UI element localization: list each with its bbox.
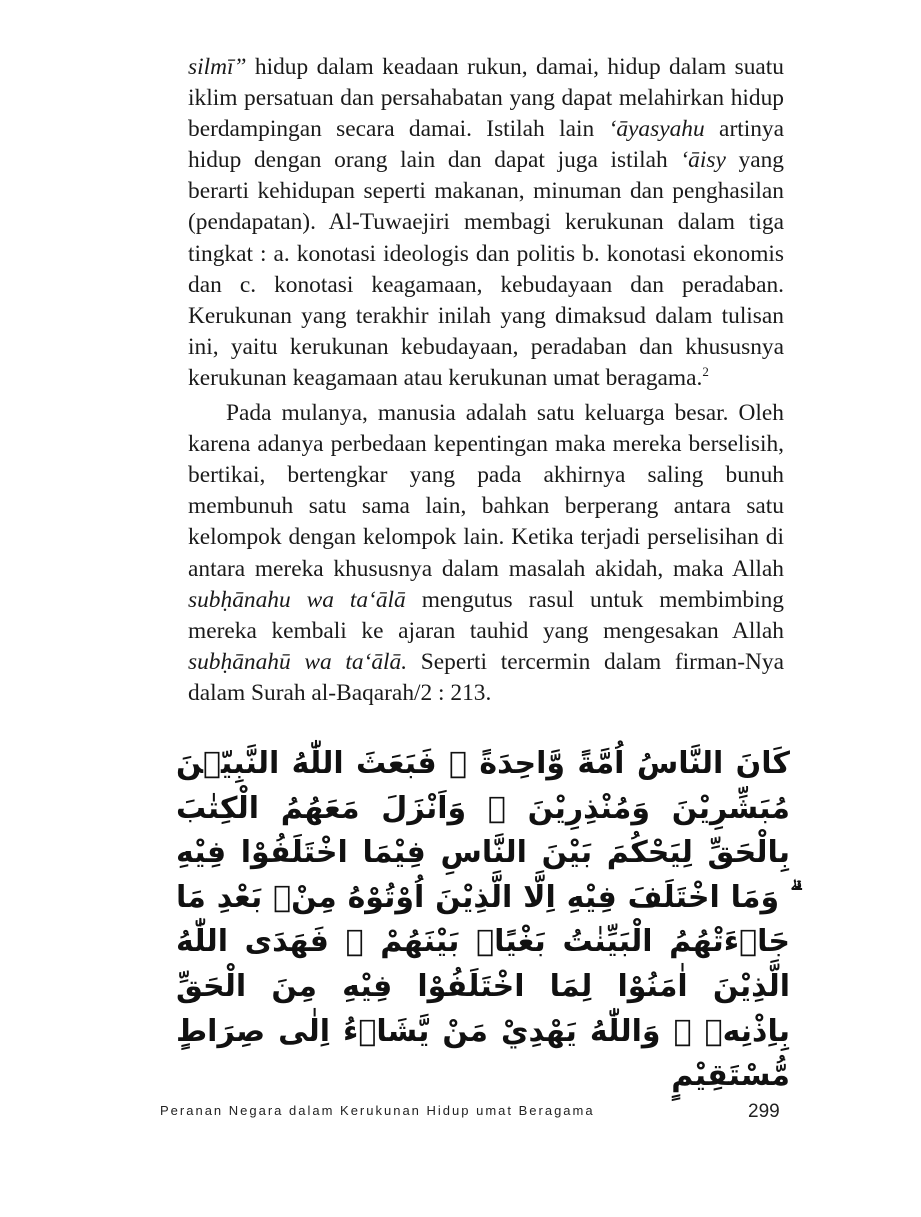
- text-run: yang berarti kehidupan seperti makanan, minuman dan penghasilan (pendapatan). Al-Tuwaejiri membagi kerukunan dalam tiga tingkat : a. konotasi ideologis dan politis b. konotasi ekonomis dan c. konotasi keagamaan, kebudayaan dan peradaban. Kerukunan yang terakhir inilah yang dimaksud dalam tulisan ini, yaitu kerukunan kebudayaan, peradaban dan khususnya kerukunan keagamaan atau kerukunan umat beragama.: [188, 147, 784, 391]
- text-run: Pada mulanya, manusia adalah satu keluarga besar. Oleh karena adanya perbedaan kepentingan maka mereka berselisih, bertikai, bertengkar yang pada akhirnya saling bunuh membunuh satu sama lain, bahkan berperang antara satu kelompok dengan kelompok lain. Ketika terjadi perselisihan di antara mereka khususnya dalam masalah akidah, maka Allah: [188, 400, 784, 582]
- body-text: [188, 52, 784, 709]
- running-footer-title: Peranan Negara dalam Kerukunan Hidup umat Beragama: [160, 1103, 595, 1118]
- footnote-reference[interactable]: 2: [702, 363, 709, 379]
- text-run: artinya hidup dengan orang lain dan dapat juga istilah: [188, 116, 785, 174]
- text-run: hidup dalam keadaan rukun, damai, hidup dalam suatu iklim persatuan dan persahabatan yang dapat melahirkan hidup berdampingan secara damai. Istilah lain: [188, 54, 784, 143]
- italic-term: subḥānahū wa ta‘ālā.: [188, 648, 408, 675]
- italic-term: silmī”: [188, 54, 247, 80]
- italic-term: ‘āisy: [680, 147, 726, 174]
- paragraph-2: [188, 398, 784, 709]
- italic-term: ‘āyasyahu: [608, 116, 705, 143]
- text-run: mengutus rasul untuk membimbing mereka kembali ke ajaran tauhid yang mengesakan Allah: [188, 586, 785, 644]
- text-run: Seperti tercermin dalam firman-Nya dalam Surah al-Baqarah/2 : 213.: [188, 648, 784, 706]
- page-number: 299: [748, 1101, 780, 1122]
- arabic-verse: كَانَ النَّاسُ اُمَّةً وَّاحِدَةً ۗ فَبَعَثَ اللّٰهُ النَّبِيّٖنَ مُبَشِّرِيْنَ وَمُنْذِرِيْنَ ۖ وَاَنْزَلَ مَعَهُمُ الْكِتٰبَ بِالْحَقِّ لِيَحْكُمَ بَيْنَ النَّاسِ فِيْمَا اخْتَلَفُوْا فِيْهِ ۗ وَمَا اخْتَلَفَ فِيْهِ اِلَّا الَّذِيْنَ اُوْتُوْهُ مِنْۢ بَعْدِ مَا جَاۤءَتْهُمُ الْبَيِّنٰتُ بَغْيًاۢ بَيْنَهُمْ ۚ فَهَدَى اللّٰهُ الَّذِيْنَ اٰمَنُوْا لِمَا اخْتَلَفُوْا فِيْهِ مِنَ الْحَقِّ بِاِذْنِهٖ ۗ وَاللّٰهُ يَهْدِيْ مَنْ يَّشَاۤءُ اِلٰى صِرَاطٍ مُّسْتَقِيْمٍ: [176, 746, 790, 1094]
- italic-term: subḥānahu wa ta‘ālā: [188, 586, 406, 613]
- paragraph-1: [188, 52, 784, 394]
